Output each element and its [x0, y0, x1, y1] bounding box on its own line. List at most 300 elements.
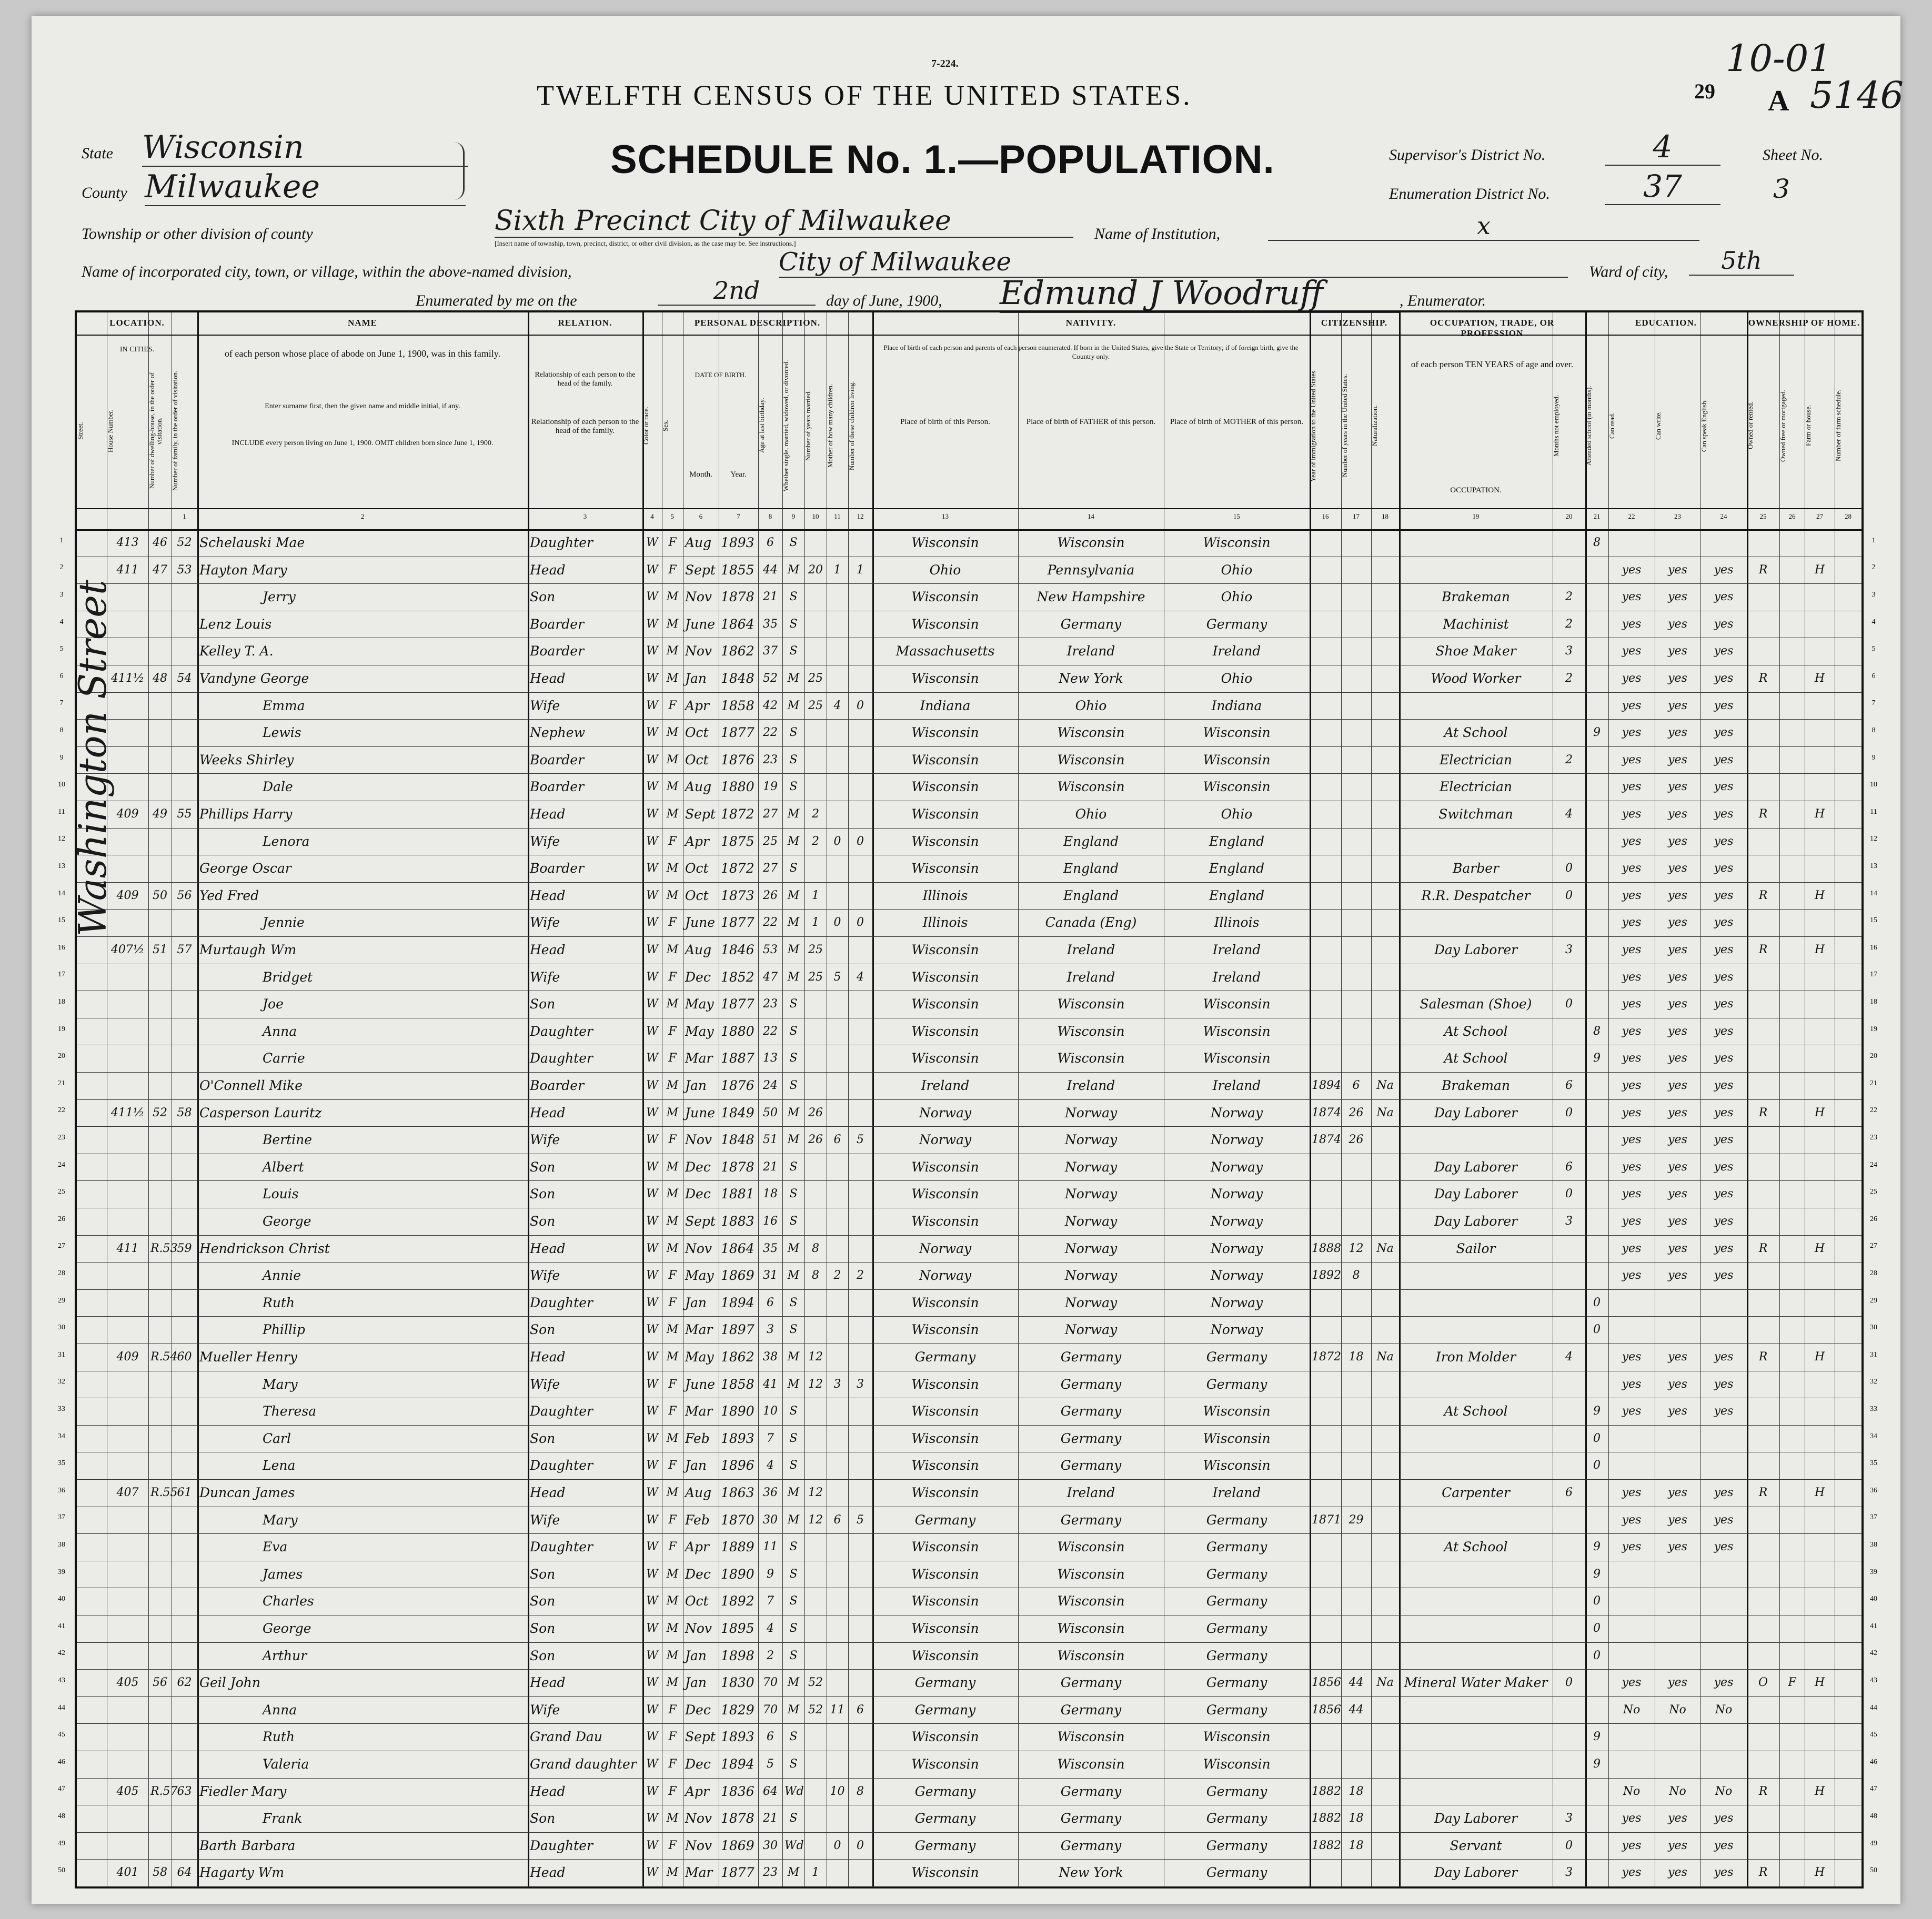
- cell-name: Dale: [263, 779, 293, 794]
- cell-write: yes: [1668, 889, 1687, 902]
- cell-school: 0: [1593, 1594, 1601, 1608]
- cell-read: yes: [1622, 1866, 1642, 1879]
- cell-dw: 46: [153, 536, 167, 549]
- line-number: 16: [1870, 943, 1877, 952]
- column-number: 7: [737, 512, 740, 520]
- cell-imm: 1882: [1312, 1839, 1341, 1852]
- sheet-label: Sheet No.: [1763, 146, 1823, 164]
- cell-farm: H: [1814, 1242, 1825, 1255]
- cell-year: 1849: [721, 1105, 754, 1120]
- cell-pob: Wisconsin: [911, 779, 979, 794]
- line-number: 13: [58, 862, 65, 870]
- cell-unemp: 0: [1565, 997, 1573, 1011]
- cell-occ: Day Laborer: [1434, 1811, 1518, 1826]
- cell-write: yes: [1668, 1378, 1687, 1391]
- cell-year: 1858: [721, 1377, 754, 1392]
- cell-write: yes: [1668, 1269, 1687, 1282]
- column-number: 28: [1845, 512, 1852, 520]
- group-rule: [77, 335, 1861, 336]
- cell-yus: 6: [1352, 1079, 1360, 1092]
- cell-name: Valeria: [263, 1756, 309, 1772]
- page-stamp: 10-01: [1726, 37, 1832, 80]
- cell-sex: F: [668, 563, 677, 577]
- cell-rel: Son: [530, 1159, 556, 1175]
- cell-month: Nov: [685, 1621, 712, 1636]
- cell-rel: Daughter: [530, 1458, 593, 1473]
- cell-read: No: [1623, 1703, 1641, 1716]
- cell-speak: yes: [1714, 1052, 1734, 1065]
- cell-cl: 3: [857, 1378, 864, 1391]
- cell-read: yes: [1622, 780, 1642, 793]
- line-number: 9: [1871, 753, 1876, 762]
- cell-occ: Day Laborer: [1434, 942, 1518, 957]
- cell-farm: H: [1814, 1676, 1825, 1689]
- cell-ms: M: [787, 1486, 800, 1499]
- line-number: 38: [58, 1541, 65, 1549]
- cell-sex: M: [666, 1215, 679, 1228]
- cell-ym: 25: [808, 971, 823, 984]
- cell-age: 70: [763, 1676, 778, 1689]
- line-number: 24: [58, 1160, 65, 1169]
- cell-pobf: Wisconsin: [1057, 1051, 1125, 1066]
- cell-age: 70: [763, 1703, 778, 1716]
- cell-pob: Wisconsin: [911, 1729, 979, 1744]
- cell-year: 1829: [721, 1702, 754, 1718]
- line-number: 28: [1870, 1269, 1877, 1277]
- cell-speak: yes: [1714, 1486, 1734, 1499]
- cell-house: 411: [116, 563, 139, 577]
- cell-write: yes: [1668, 1866, 1687, 1879]
- cell-year: 1893: [721, 1729, 754, 1744]
- cell-school: 9: [1593, 1540, 1601, 1553]
- cell-name: Lewis: [263, 725, 301, 740]
- cell-sex: F: [668, 536, 677, 549]
- cell-name: Lenz Louis: [199, 617, 272, 632]
- cell-name: Albert: [263, 1159, 304, 1175]
- cell-pobm: Norway: [1210, 1105, 1263, 1120]
- cell-pob: Wisconsin: [911, 1159, 979, 1175]
- cell-age: 23: [763, 753, 778, 766]
- cell-unemp: 0: [1565, 889, 1573, 902]
- cell-write: No: [1669, 1703, 1686, 1716]
- cell-pob: Wisconsin: [911, 752, 979, 767]
- cell-pobf: Germany: [1060, 1458, 1122, 1473]
- cell-read: yes: [1622, 1106, 1642, 1119]
- cell-pobf: Norway: [1064, 1241, 1118, 1256]
- row-rule: [77, 1886, 1861, 1887]
- cell-name: Weeks Shirley: [199, 752, 294, 767]
- cell-color: W: [646, 563, 658, 577]
- cell-color: W: [646, 1594, 658, 1608]
- cell-unemp: 4: [1565, 1350, 1573, 1364]
- cell-month: Jan: [685, 1648, 707, 1663]
- cell-ms: S: [789, 726, 798, 739]
- column-group-header: NAME: [348, 318, 377, 328]
- column-header: Number of farm schedule.: [1834, 389, 1842, 462]
- cell-cl: 2: [857, 1269, 864, 1282]
- cell-ym: 25: [808, 943, 823, 956]
- cell-pobm: Indiana: [1211, 698, 1262, 713]
- cell-rel: Nephew: [530, 725, 585, 740]
- column-header: Age at last birthday.: [758, 398, 766, 453]
- cell-year: 1876: [721, 752, 754, 767]
- cell-occ: At School: [1444, 1403, 1508, 1419]
- cell-unemp: 0: [1565, 1676, 1573, 1689]
- cell-color: W: [646, 1540, 658, 1553]
- cell-year: 1895: [721, 1621, 754, 1636]
- line-number: 25: [58, 1188, 65, 1196]
- cell-read: yes: [1622, 1187, 1642, 1200]
- line-number: 9: [59, 753, 64, 762]
- column-header: Can read.: [1608, 412, 1616, 439]
- cell-sex: F: [668, 916, 677, 929]
- line-number: 41: [58, 1622, 65, 1630]
- cell-unemp: 0: [1565, 1106, 1573, 1119]
- cell-month: May: [685, 1024, 714, 1039]
- cell-month: Sept: [685, 562, 716, 578]
- cell-color: W: [646, 971, 658, 984]
- cell-speak: yes: [1714, 971, 1734, 984]
- cell-fam: 64: [177, 1866, 192, 1879]
- cell-fam: 54: [177, 672, 192, 685]
- line-number: 4: [59, 618, 64, 626]
- line-number: 19: [1870, 1025, 1877, 1033]
- cell-dw: R.54: [150, 1350, 178, 1364]
- cell-unemp: 3: [1565, 644, 1573, 658]
- line-number: 14: [1870, 889, 1877, 897]
- line-number: 40: [58, 1595, 65, 1603]
- cell-imm: 1856: [1312, 1676, 1341, 1689]
- line-number: 18: [1870, 998, 1877, 1006]
- cell-pob: Wisconsin: [911, 861, 979, 876]
- cell-mo: 10: [830, 1785, 845, 1798]
- line-number: 6: [59, 672, 64, 680]
- line-number: 6: [1871, 672, 1876, 680]
- cell-farm: H: [1814, 943, 1825, 956]
- cell-year: 1889: [721, 1539, 754, 1554]
- cell-unemp: 0: [1565, 1187, 1573, 1200]
- cell-nat: Na: [1376, 1079, 1394, 1092]
- cell-pobf: Germany: [1060, 1431, 1122, 1446]
- cell-write: yes: [1668, 835, 1687, 848]
- column-header: Naturalization.: [1371, 405, 1378, 446]
- colnum-rule: [77, 508, 1861, 509]
- cell-pob: Germany: [914, 1838, 976, 1853]
- cell-month: Nov: [685, 1811, 712, 1826]
- cell-school: 9: [1593, 1052, 1601, 1065]
- cell-pob: Germany: [914, 1784, 976, 1799]
- column-number: 5: [670, 512, 675, 520]
- cell-read: yes: [1622, 1405, 1642, 1418]
- cell-farm: H: [1814, 1866, 1825, 1879]
- cell-pobf: Wisconsin: [1057, 1593, 1125, 1609]
- cell-year: 1852: [721, 969, 754, 985]
- cell-pobm: England: [1209, 834, 1265, 849]
- cell-age: 47: [763, 971, 778, 984]
- cell-name: Ruth: [263, 1729, 295, 1744]
- column-header: Owned free or mortgaged.: [1779, 389, 1787, 462]
- cell-name: Schelauski Mae: [199, 535, 305, 550]
- cell-month: Nov: [685, 1132, 712, 1147]
- cell-fam: 57: [177, 943, 192, 956]
- cell-pobf: Germany: [1060, 1675, 1122, 1690]
- cell-read: yes: [1622, 1242, 1642, 1255]
- cell-pob: Wisconsin: [911, 1024, 979, 1039]
- cell-rel: Wife: [530, 1512, 560, 1528]
- cell-pob: Wisconsin: [911, 1403, 979, 1419]
- township-note: [Insert name of township, town, precinct, district, or other civil division, as the case may be. See instructions.]: [495, 239, 796, 247]
- column-header: Number of family, in the order of visitation.: [171, 370, 179, 491]
- cell-sex: M: [666, 1323, 679, 1336]
- cell-ms: S: [789, 1079, 798, 1092]
- cell-age: 22: [763, 726, 778, 739]
- cell-ms: S: [789, 644, 798, 658]
- line-number: 27: [1870, 1242, 1877, 1250]
- cell-unemp: 3: [1565, 1812, 1573, 1825]
- cell-imm: 1894: [1312, 1079, 1341, 1092]
- cell-occ: At School: [1444, 1051, 1508, 1066]
- cell-year: 1877: [721, 1865, 754, 1880]
- cell-rel: Son: [530, 996, 556, 1012]
- census-title: TWELFTH CENSUS OF THE UNITED STATES.: [537, 79, 1192, 111]
- line-number: 33: [58, 1405, 65, 1413]
- cell-age: 27: [763, 807, 778, 821]
- cell-speak: yes: [1714, 807, 1734, 821]
- cell-sex: M: [666, 780, 679, 793]
- line-number: 10: [1870, 781, 1877, 789]
- cell-color: W: [646, 916, 658, 929]
- cell-pob: Wisconsin: [911, 1865, 979, 1880]
- cell-age: 27: [763, 862, 778, 875]
- cell-ym: 12: [808, 1513, 823, 1527]
- cell-read: yes: [1622, 862, 1642, 875]
- cell-year: 1878: [721, 589, 754, 604]
- cell-sex: F: [668, 1052, 677, 1065]
- cell-month: Dec: [685, 969, 711, 985]
- cell-rel: Boarder: [530, 643, 585, 659]
- cell-occ: Machinist: [1443, 617, 1509, 632]
- cell-pobf: Norway: [1064, 1268, 1118, 1283]
- column-number: 17: [1353, 512, 1360, 520]
- occupation-desc: of each person TEN YEARS of age and over.: [1411, 359, 1574, 369]
- cell-school: 9: [1593, 1730, 1601, 1743]
- cell-pobf: England: [1063, 861, 1119, 876]
- cell-month: Mar: [685, 1051, 713, 1066]
- cell-month: Dec: [685, 1567, 711, 1582]
- cell-age: 42: [763, 699, 778, 712]
- column-number: 13: [942, 512, 949, 520]
- cell-rel: Head: [530, 562, 566, 578]
- institution-value: x: [1268, 211, 1699, 241]
- city-label: Name of incorporated city, town, or village, within the above-named division,: [82, 263, 572, 280]
- line-number: 13: [1870, 862, 1877, 870]
- cell-fam: 59: [177, 1242, 192, 1255]
- cell-year: 1863: [721, 1485, 754, 1500]
- column-header: House Number.: [106, 409, 114, 452]
- cell-speak: yes: [1714, 835, 1734, 848]
- column-number: 2: [360, 512, 365, 520]
- cell-rel: Son: [530, 1214, 556, 1229]
- cell-name: Barth Barbara: [199, 1838, 296, 1853]
- column-header: Number of years married.: [804, 390, 812, 461]
- column-number: 3: [583, 512, 587, 520]
- cell-color: W: [646, 1079, 658, 1092]
- column-number: 15: [1233, 512, 1240, 520]
- cell-nat: Na: [1376, 1676, 1394, 1689]
- cell-ms: S: [789, 1160, 798, 1174]
- cell-read: yes: [1622, 672, 1642, 685]
- cell-rel: Son: [530, 1811, 556, 1826]
- enumerator-label: , Enumerator.: [1400, 292, 1486, 309]
- cell-pobm: Wisconsin: [1203, 1051, 1271, 1066]
- cell-speak: yes: [1714, 997, 1734, 1011]
- cell-year: 1898: [721, 1648, 754, 1663]
- cell-occ: Day Laborer: [1434, 1865, 1518, 1880]
- cell-month: Oct: [685, 1593, 709, 1609]
- cell-ym: 12: [808, 1378, 823, 1391]
- cell-month: Mar: [685, 1403, 713, 1419]
- cell-name: Anna: [263, 1702, 297, 1718]
- cell-pobm: Wisconsin: [1203, 779, 1271, 794]
- cell-name: Hendrickson Christ: [199, 1241, 330, 1256]
- cell-pob: Wisconsin: [911, 1593, 979, 1609]
- cell-cl: 6: [857, 1703, 864, 1716]
- cell-yus: 8: [1352, 1269, 1360, 1282]
- cell-read: yes: [1622, 1486, 1642, 1499]
- cell-name: George Oscar: [199, 861, 291, 876]
- cell-ym: 26: [808, 1106, 823, 1119]
- cell-pobf: Norway: [1064, 1132, 1118, 1147]
- enumeration-value: 37: [1605, 168, 1720, 205]
- cell-rel: Boarder: [530, 861, 585, 876]
- cell-name: Bertine: [263, 1132, 313, 1147]
- cell-month: Dec: [685, 1186, 711, 1201]
- line-number: 38: [1870, 1541, 1877, 1549]
- cell-pob: Wisconsin: [911, 1567, 979, 1582]
- nativity-desc: Place of birth of each person and parents of each person enumerated. If born in the United States, give the State or Territory; if of foreign birth, give the Country only.: [883, 344, 1299, 360]
- cell-year: 1848: [721, 671, 754, 686]
- line-number: 23: [1870, 1134, 1877, 1142]
- cell-year: 1848: [721, 1132, 754, 1147]
- cell-pobm: Ireland: [1212, 643, 1261, 659]
- column-header: Place of birth of FATHER of this person.: [1026, 418, 1156, 426]
- cell-house: 409: [116, 1350, 139, 1364]
- cell-pobf: Germany: [1060, 617, 1122, 632]
- institution-label: Name of Institution,: [1094, 225, 1221, 243]
- cell-mo: 0: [833, 835, 841, 848]
- cell-pobm: Norway: [1210, 1241, 1263, 1256]
- column-number: 20: [1565, 512, 1573, 520]
- cell-ms: S: [789, 618, 798, 631]
- cell-rel: Wife: [530, 1132, 560, 1147]
- cell-color: W: [646, 1215, 658, 1228]
- cell-year: 1855: [721, 562, 754, 578]
- column-number: 25: [1759, 512, 1767, 520]
- cell-house: 411: [116, 1242, 139, 1255]
- column-header: Can speak English.: [1700, 399, 1708, 452]
- line-number: 43: [58, 1676, 65, 1684]
- cell-month: Feb: [685, 1512, 710, 1528]
- cell-name: Hagarty Wm: [199, 1865, 285, 1880]
- sheet-value: 3: [1773, 174, 1790, 204]
- name-instruction: Enter surname first, then the given name and middle initial, if any.: [265, 402, 460, 410]
- cell-unemp: 2: [1565, 753, 1573, 766]
- line-number: 11: [58, 807, 65, 816]
- cell-age: 6: [767, 1730, 774, 1743]
- cell-month: Aug: [685, 1485, 712, 1500]
- cell-pobm: Ireland: [1212, 1078, 1261, 1093]
- line-number: 33: [1870, 1405, 1877, 1413]
- cell-write: yes: [1668, 1405, 1687, 1418]
- cell-month: Mar: [685, 1865, 713, 1880]
- cell-mo: 0: [833, 1839, 841, 1852]
- cell-rel: Wife: [530, 834, 560, 849]
- cell-sex: F: [668, 1459, 677, 1472]
- cell-ms: S: [789, 1296, 798, 1309]
- ward-label: Ward of city,: [1589, 263, 1668, 280]
- cell-year: 1893: [721, 535, 754, 550]
- cell-speak: yes: [1714, 1350, 1734, 1364]
- column-number: 4: [650, 512, 654, 520]
- enumerated-mid: day of June, 1900,: [826, 292, 942, 309]
- cell-write: yes: [1668, 1215, 1687, 1228]
- cell-age: 19: [763, 780, 778, 793]
- cell-read: yes: [1622, 753, 1642, 766]
- cell-speak: yes: [1714, 780, 1734, 793]
- cell-rel: Son: [530, 589, 556, 604]
- cell-month: Jan: [685, 1458, 707, 1473]
- cell-ms: S: [789, 536, 798, 549]
- line-number: 43: [1870, 1676, 1877, 1684]
- cell-ms: M: [787, 672, 800, 685]
- cell-month: Sept: [685, 1729, 716, 1744]
- cell-rel: Wife: [530, 915, 560, 930]
- cell-sex: M: [666, 1160, 679, 1174]
- cell-age: 26: [763, 889, 778, 902]
- cell-year: 1872: [721, 806, 754, 822]
- cell-pobm: Germany: [1206, 1567, 1267, 1582]
- cell-age: 64: [763, 1785, 778, 1798]
- cell-pobm: Wisconsin: [1203, 1458, 1271, 1473]
- cell-pobm: Wisconsin: [1203, 752, 1271, 767]
- cell-sex: M: [666, 590, 679, 603]
- cell-name: Charles: [263, 1593, 314, 1609]
- cell-pobf: New York: [1059, 671, 1123, 686]
- cell-color: W: [646, 1622, 658, 1635]
- cell-ms: Wd: [784, 1839, 804, 1852]
- cell-pobm: Ohio: [1221, 589, 1253, 604]
- cell-occ: Barber: [1453, 861, 1499, 876]
- cell-own: R: [1758, 943, 1768, 956]
- column-number: 11: [834, 512, 841, 520]
- cell-sex: M: [666, 1676, 679, 1689]
- cell-speak: yes: [1714, 1839, 1734, 1852]
- cell-pob: Germany: [914, 1675, 976, 1690]
- column-group-header: CITIZENSHIP.: [1321, 318, 1388, 328]
- cell-month: Dec: [685, 1702, 711, 1718]
- cell-occ: Electrician: [1439, 752, 1513, 767]
- cell-own: R: [1758, 1106, 1768, 1119]
- line-number: 50: [58, 1866, 65, 1875]
- cell-month: Aug: [685, 942, 712, 957]
- cell-age: 23: [763, 1866, 778, 1879]
- cell-month: Jan: [685, 1675, 707, 1690]
- cell-sex: M: [666, 1106, 679, 1119]
- cell-ms: S: [789, 1540, 798, 1553]
- cell-own: R: [1758, 1242, 1768, 1255]
- ward-value: 5th: [1689, 246, 1794, 276]
- line-number: 8: [59, 726, 64, 734]
